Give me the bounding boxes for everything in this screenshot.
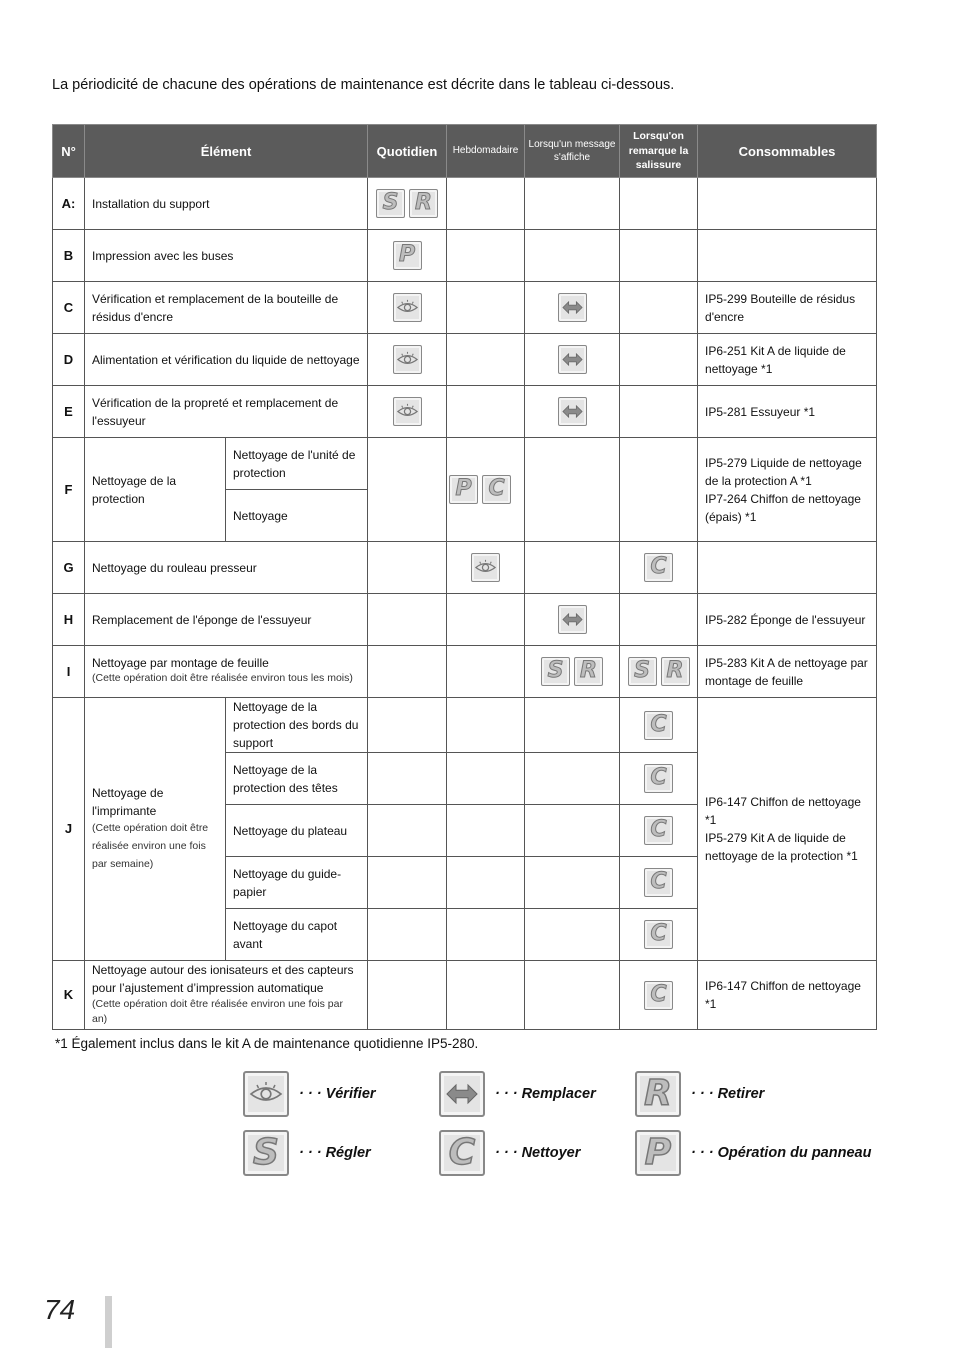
weekly-cell [447, 542, 525, 594]
consumable-line: IP6-147 Chiffon de nettoyage *1 [705, 795, 861, 827]
table-row [53, 698, 877, 753]
message-cell [525, 282, 620, 334]
daily-cell [368, 857, 447, 909]
consumable-line: IP5-279 Liquide de nettoyage de la protection A *1 [705, 455, 862, 488]
dirt-cell [620, 282, 698, 334]
legend-label: · · · Remplacer [495, 1086, 596, 1102]
weekly-cell [447, 857, 525, 909]
weekly-cell [447, 594, 525, 646]
message-cell [525, 961, 620, 1030]
dirt-cell [620, 594, 698, 646]
daily-cell [368, 230, 447, 282]
table-row [53, 178, 877, 230]
clean-icon: C [644, 868, 673, 897]
row-number: D [53, 334, 85, 386]
table-row [53, 230, 877, 282]
row-item: Vérification de la propreté et remplacement de l'essuyeur [85, 386, 368, 438]
row-item: Vérification et remplacement de la bouteille de résidus d'encre [85, 282, 368, 334]
consumable-cell [698, 542, 877, 594]
message-cell [525, 857, 620, 909]
replace-arrow-icon [439, 1071, 485, 1117]
panel-operation-icon: P [449, 475, 478, 504]
row-number: G [53, 542, 85, 594]
consumable-cell [698, 178, 877, 230]
daily-cell [368, 961, 447, 1030]
message-cell [525, 438, 620, 542]
message-cell [525, 909, 620, 961]
adjust-icon: S [628, 657, 657, 686]
daily-cell [368, 646, 447, 698]
replace-arrow-icon [558, 293, 587, 322]
replace-arrow-icon [558, 345, 587, 374]
row-subitem: Nettoyage du capot avant [226, 909, 368, 961]
clean-icon: C [644, 764, 673, 793]
adjust-icon: S [376, 189, 405, 218]
clean-icon: C [644, 711, 673, 740]
legend-label: · · · Régler [299, 1145, 371, 1161]
row-number: K [53, 961, 85, 1030]
row-number: B [53, 230, 85, 282]
remove-icon: R [409, 189, 438, 218]
dirt-cell [620, 805, 698, 857]
dirt-cell [620, 386, 698, 438]
weekly-cell [447, 230, 525, 282]
daily-cell [368, 698, 447, 753]
page-number-bar [105, 1296, 112, 1348]
table-row [53, 334, 877, 386]
row-item [85, 646, 368, 698]
message-cell [525, 386, 620, 438]
check-eye-icon [393, 293, 422, 322]
row-item: Nettoyage du rouleau presseur [85, 542, 368, 594]
adjust-icon: S [541, 657, 570, 686]
legend-adjust [243, 1130, 371, 1176]
row-number: E [53, 386, 85, 438]
item-note: (Cette opération doit être réalisée environ tous les mois) [92, 672, 353, 685]
header-weekly: Hebdomadaire [447, 125, 525, 178]
legend-label: · · · Opération du panneau [691, 1145, 872, 1161]
row-item: Impression avec les buses [85, 230, 368, 282]
consumable-cell: IP6-251 Kit A de liquide de nettoyage *1 [698, 334, 877, 386]
message-cell [525, 805, 620, 857]
row-number: I [53, 646, 85, 698]
consumable-cell [698, 698, 877, 961]
message-cell [525, 334, 620, 386]
weekly-cell [447, 438, 525, 542]
row-subitem: Nettoyage [226, 490, 368, 542]
dirt-cell [620, 909, 698, 961]
message-cell [525, 230, 620, 282]
weekly-cell [447, 334, 525, 386]
daily-cell [368, 282, 447, 334]
table-row [53, 282, 877, 334]
remove-icon: R [574, 657, 603, 686]
consumable-cell: IP5-299 Bouteille de résidus d'encre [698, 282, 877, 334]
dirt-cell [620, 753, 698, 805]
adjust-icon: S [243, 1130, 289, 1176]
check-eye-icon [393, 345, 422, 374]
table-row [53, 438, 877, 490]
dirt-cell [620, 646, 698, 698]
weekly-cell [447, 961, 525, 1030]
message-cell [525, 542, 620, 594]
replace-arrow-icon [558, 605, 587, 634]
legend-panel [635, 1130, 871, 1176]
row-subitem: Nettoyage du guide-papier [226, 857, 368, 909]
weekly-cell [447, 282, 525, 334]
message-cell [525, 753, 620, 805]
consumable-cell: IP6-147 Chiffon de nettoyage *1 [698, 961, 877, 1030]
dirt-cell [620, 178, 698, 230]
table-row [53, 646, 877, 698]
consumable-cell: IP5-281 Essuyeur *1 [698, 386, 877, 438]
row-subitem: Nettoyage de l'unité de protection [226, 438, 368, 490]
clean-icon: C [482, 475, 511, 504]
item-note: (Cette opération doit être réalisée environ une fois par an) [92, 998, 343, 1026]
header-dirt: Lorsqu'on remarque la salissure [620, 125, 698, 178]
panel-operation-icon: P [393, 241, 422, 270]
legend-clean [439, 1130, 580, 1176]
weekly-cell [447, 646, 525, 698]
row-subitem: Nettoyage de la protection des têtes [226, 753, 368, 805]
weekly-cell [447, 909, 525, 961]
weekly-cell [447, 753, 525, 805]
consumable-cell [698, 438, 877, 542]
header-element: Élément [85, 125, 368, 178]
item-label: Nettoyage autour des ionisateurs et des capteurs pour l’ajustement d’impression automatique [92, 963, 354, 995]
item-label: Nettoyage de l'imprimante [92, 786, 164, 819]
legend-check [243, 1071, 376, 1117]
page-number: 74 [44, 1294, 76, 1325]
daily-cell [368, 909, 447, 961]
clean-icon: C [644, 553, 673, 582]
row-item [85, 698, 226, 961]
weekly-cell [447, 386, 525, 438]
row-item: Nettoyage de la protection [85, 438, 226, 542]
row-item: Alimentation et vérification du liquide de nettoyage [85, 334, 368, 386]
daily-cell [368, 386, 447, 438]
weekly-cell [447, 805, 525, 857]
row-number: J [53, 698, 85, 961]
row-item: Installation du support [85, 178, 368, 230]
consumable-line: IP5-279 Kit A de liquide de nettoyage de la protection *1 [705, 831, 858, 863]
header-no: N° [53, 125, 85, 178]
message-cell [525, 646, 620, 698]
table-row [53, 542, 877, 594]
table-row [53, 386, 877, 438]
dirt-cell [620, 230, 698, 282]
dirt-cell [620, 438, 698, 542]
remove-icon: R [661, 657, 690, 686]
remove-icon: R [635, 1071, 681, 1117]
consumable-cell: IP5-282 Éponge de l'essuyeur [698, 594, 877, 646]
dirt-cell [620, 698, 698, 753]
row-number: C [53, 282, 85, 334]
clean-icon: C [439, 1130, 485, 1176]
clean-icon: C [644, 920, 673, 949]
item-note: (Cette opération doit être réalisée environ une fois par semaine) [92, 822, 209, 870]
daily-cell [368, 178, 447, 230]
panel-operation-icon: P [635, 1130, 681, 1176]
table-header [53, 125, 877, 178]
row-item [85, 961, 368, 1030]
header-message: Lorsqu'un message s'affiche [525, 125, 620, 178]
daily-cell [368, 594, 447, 646]
dirt-cell [620, 542, 698, 594]
intro-text: La périodicité de chacune des opérations de maintenance est décrite dans le tableau ci-dessous. [52, 77, 675, 93]
dirt-cell [620, 857, 698, 909]
legend-label: · · · Vérifier [299, 1086, 376, 1102]
legend-replace [439, 1071, 596, 1117]
replace-arrow-icon [558, 397, 587, 426]
row-number: F [53, 438, 85, 542]
footnote: *1 Également inclus dans le kit A de maintenance quotidienne IP5-280. [55, 1036, 479, 1051]
dirt-cell [620, 334, 698, 386]
row-subitem: Nettoyage de la protection des bords du support [226, 698, 368, 753]
weekly-cell [447, 698, 525, 753]
daily-cell [368, 334, 447, 386]
weekly-cell [447, 178, 525, 230]
consumable-line: IP7-264 Chiffon de nettoyage (épais) *1 [705, 491, 861, 524]
row-number: H [53, 594, 85, 646]
consumable-cell: IP5-283 Kit A de nettoyage par montage de feuille [698, 646, 877, 698]
daily-cell [368, 753, 447, 805]
row-number: A: [53, 178, 85, 230]
consumable-cell [698, 230, 877, 282]
dirt-cell [620, 961, 698, 1030]
daily-cell [368, 805, 447, 857]
clean-icon: C [644, 816, 673, 845]
legend-label: · · · Nettoyer [495, 1145, 581, 1161]
table-row [53, 961, 877, 1030]
message-cell [525, 594, 620, 646]
message-cell [525, 178, 620, 230]
legend-remove [635, 1071, 764, 1117]
check-eye-icon [471, 553, 500, 582]
row-subitem: Nettoyage du plateau [226, 805, 368, 857]
legend-label: · · · Retirer [691, 1086, 765, 1102]
daily-cell [368, 542, 447, 594]
check-eye-icon [393, 397, 422, 426]
header-consumables: Consommables [698, 125, 877, 178]
row-item: Remplacement de l'éponge de l'essuyeur [85, 594, 368, 646]
message-cell [525, 698, 620, 753]
table-row [53, 594, 877, 646]
header-daily: Quotidien [368, 125, 447, 178]
item-label: Nettoyage par montage de feuille [92, 655, 269, 670]
clean-icon: C [644, 981, 673, 1010]
check-eye-icon [243, 1071, 289, 1117]
daily-cell [368, 438, 447, 542]
maintenance-table [52, 124, 877, 1030]
